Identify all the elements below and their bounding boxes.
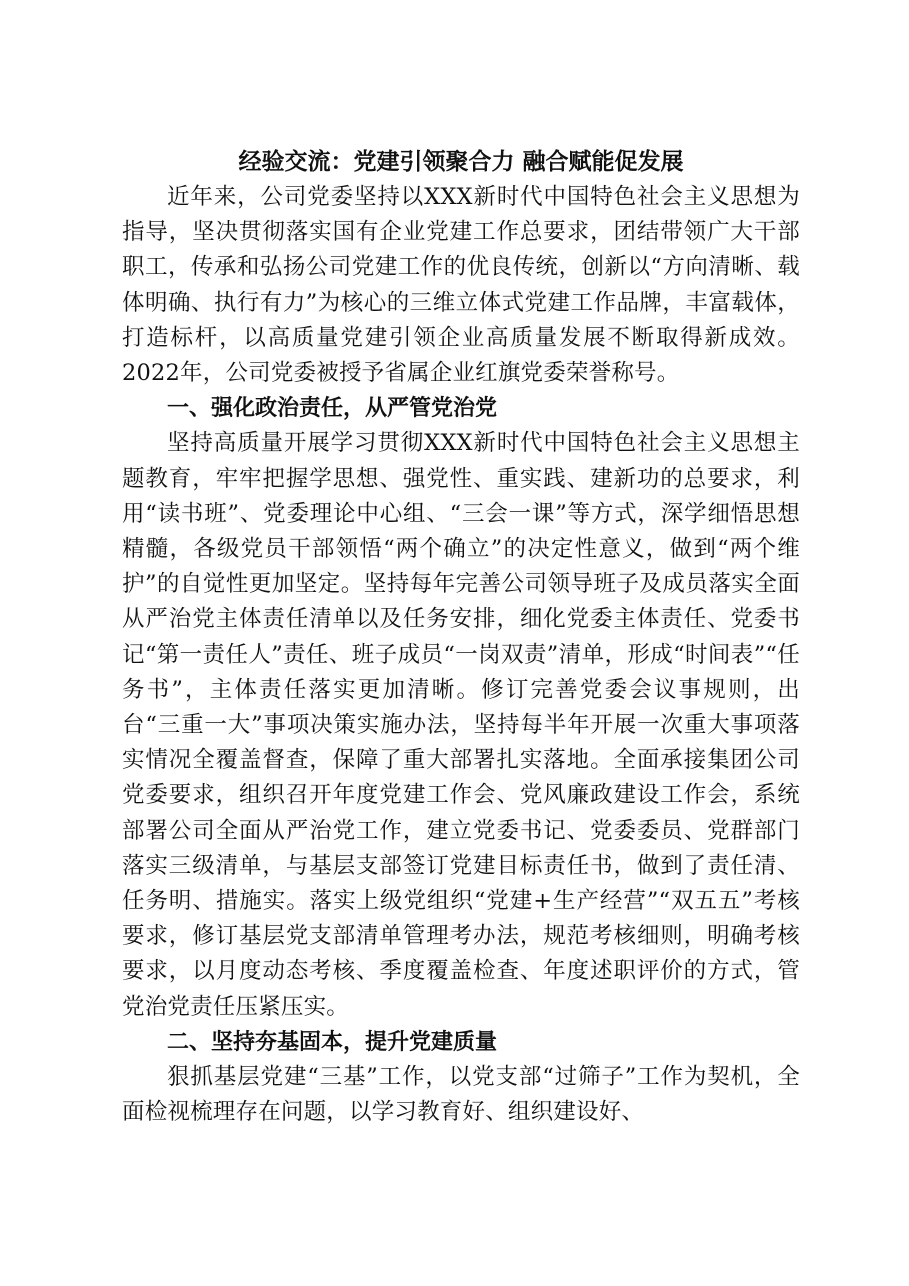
intro-paragraph: 近年来，公司党委坚持以XXX新时代中国特色社会主义思想为指导，坚决贯彻落实国有企业党建工作总要求，团结带领广大干部职工，传承和弘扬公司党建工作的优良传统，创新以“方向清晰、载体明确、执行有力”为核心的三维立体式党建工作品牌，丰富载体，打造标杆，以高质量党建引领企业高质量发展不断取得新成效。2022年，公司党委被授予省属企业红旗党委荣誉称号。 [122,184,800,387]
section-2-body: 狠抓基层党建“三基”工作，以党支部“过筛子”工作为契机，全面检视梳理存在问题，以学习教育好、组织建设好、 [122,1064,800,1126]
section-1-heading: 一、强化政治责任，从严管党治党 [167,396,498,422]
document-page [122,144,800,1130]
section-2-heading: 二、坚持夯基固本，提升党建质量 [167,1029,498,1055]
section-1-body: 坚持高质量开展学习贯彻XXX新时代中国特色社会主义思想主题教育，牢牢把握学思想、强党性、重实践、建新功的总要求，利用“读书班”、党委理论中心组、“三会一课”等方式，深学细悟思想精髓，各级党员干部领悟“两个确立”的决定性意义，做到“两个维护”的自觉性更加坚定。坚持每年完善公司领导班子及成员落实全面从严治党主体责任清单以及任务安排，细化党委主体责任、党委书记“第一责任人”责任、班子成员“一岗双责”清单，形成“时间表”“任务书”，主体责任落实更加清晰。修订完善党委会议事规则，出台“三重一大”事项决策实施办法，坚持每半年开展一次重大事项落实情况全覆盖督查，保障了重大部署扎实落地。全面承接集团公司党委要求，组织召开年度党建工作会、党风廉政建设工作会，系统部署公司全面从严治党工作，建立党委书记、党委委员、党群部门落实三级清单，与基层支部签订党建目标责任书，做到了责任清、任务明、措施实。落实上级党组织“党建+生产经营”“双五五”考核要求，修订基层党支部清单管理考办法，规范考核细则，明确考核要求，以月度动态考核、季度覆盖检查、年度述职评价的方式，管党治党责任压紧压实。 [122,430,800,1020]
document-title: 经验交流：党建引领聚合力 融合赋能促发展 [238,149,684,175]
